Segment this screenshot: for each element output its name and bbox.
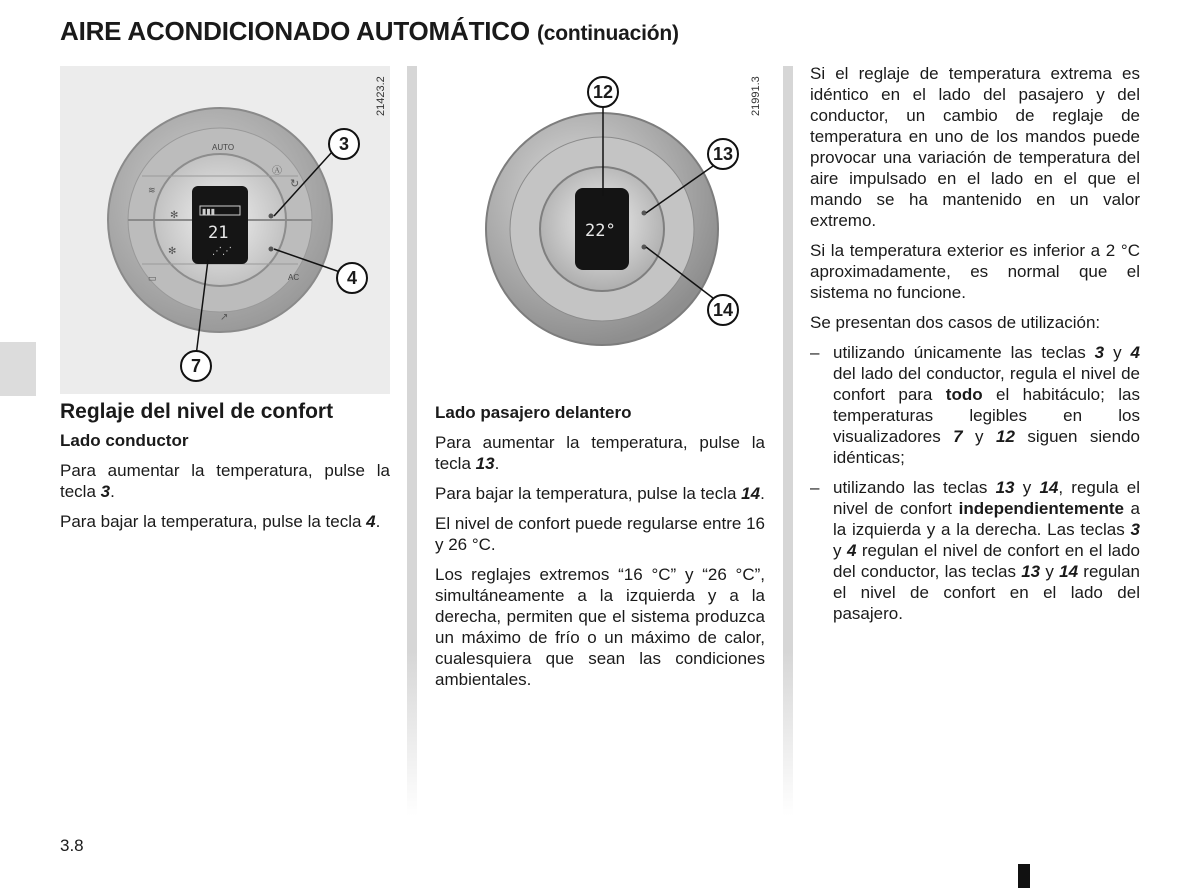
paragraph-cases: Se presentan dos casos de utilización: <box>810 313 1101 332</box>
column-driver <box>60 401 390 541</box>
driver-display-temp: 21 <box>208 223 229 243</box>
list-item: – utilizando únicamente las teclas 3 y 4 del lado del conductor, regula el nivel de confort para todo el habitáculo; las temperaturas legibles en los visualizadores 7 y 12 siguen siendo idénticas; <box>810 343 1140 467</box>
paragraph-increase: Para aumentar la temperatura, pulse la tecla 3. <box>60 461 390 501</box>
key-ref: 13 <box>475 454 495 473</box>
driver-climate-panel-illustration <box>60 66 390 394</box>
callout-13: 13 <box>707 138 739 170</box>
key-ref: 4 <box>366 512 376 531</box>
page-number: 3.8 <box>60 836 84 855</box>
svg-text:⋰⋰: ⋰⋰ <box>212 246 232 257</box>
key-ref: 14 <box>741 484 761 503</box>
driver-control-figure <box>60 66 390 394</box>
paragraph-extreme-setting: Si el reglaje de temperatura extrema es idéntico en el lado del pasajero y del conductor, un cambio de reglaje de temperatura en uno de los mandos puede provocar una variación de temperatura del aire impulsado en el lado en el que el mando se ha mantenido en un valor extremo. <box>810 64 1140 230</box>
page-title <box>60 16 679 47</box>
callout-4: 4 <box>336 262 368 294</box>
paragraph-increase: Para aumentar la temperatura, pulse la tecla 13. <box>435 433 765 473</box>
callout-12: 12 <box>587 76 619 108</box>
auto-button-label: AUTO <box>212 143 235 152</box>
figure-code: 21991.3 <box>750 76 762 116</box>
subheading-driver: Lado conductor <box>60 431 189 450</box>
column-passenger <box>435 402 765 699</box>
callout-14: 14 <box>707 294 739 326</box>
passenger-control-figure <box>435 66 765 394</box>
page-edge-marker <box>1018 864 1030 888</box>
title-suffix: (continuación) <box>536 22 679 45</box>
paragraph-outside-temp: Si la temperatura exterior es inferior a 2 °C aproximadamente, es normal que el sistema no funcione. <box>810 241 1140 302</box>
key-ref: 3 <box>100 482 111 501</box>
column-divider-1 <box>407 66 417 816</box>
fan-small-icon: ✻ <box>168 246 177 257</box>
figure-code: 21423.2 <box>375 76 387 116</box>
svg-text:▮▮▮: ▮▮▮ <box>202 207 216 216</box>
auto-recirc-icon: Ⓐ <box>272 166 282 177</box>
list-item: – utilizando las teclas 13 y 14, regula el nivel de confort independientemente a la izquierda y a la derecha. Las teclas 3 y 4 regulan el nivel de confort en el lado del conductor, las teclas 13 y 14 regulan el nivel de confort en el lado del pasajero. <box>810 478 1141 623</box>
rear-defrost-icon: ▭ <box>148 273 157 283</box>
recirculation-icon: ↻ <box>290 178 300 190</box>
passenger-climate-panel-illustration <box>435 66 765 394</box>
paragraph-extremes: Los reglajes extremos “16 °C” y “26 °C”, simultáneamente a la izquierda y a la derecha, permiten que el sistema produzca un máximo de frío o un máximo de calor, cualesquiera que sean las condiciones ambientales. <box>435 565 765 689</box>
section-heading: Reglaje del nivel de confort <box>60 400 334 423</box>
callout-3: 3 <box>328 128 360 160</box>
defrost-icon: ≋ <box>148 185 156 195</box>
passenger-display-temp: 22° <box>585 221 616 241</box>
column-notes <box>810 63 1140 633</box>
seat-icon: ↗ <box>220 312 229 323</box>
subheading-passenger: Lado pasajero delantero <box>435 403 632 422</box>
fan-icon: ✻ <box>170 210 179 221</box>
section-tab <box>0 342 36 396</box>
ac-button-label: AC <box>288 273 300 282</box>
column-divider-2 <box>783 66 793 816</box>
title-main: AIRE ACONDICIONADO AUTOMÁTICO <box>60 16 530 46</box>
callout-7: 7 <box>180 350 212 382</box>
paragraph-decrease: Para bajar la temperatura, pulse la tecla 14. <box>435 484 765 503</box>
paragraph-range: El nivel de confort puede regularse entre 16 y 26 °C. <box>435 514 765 554</box>
paragraph-decrease: Para bajar la temperatura, pulse la tecla 4. <box>60 512 381 531</box>
